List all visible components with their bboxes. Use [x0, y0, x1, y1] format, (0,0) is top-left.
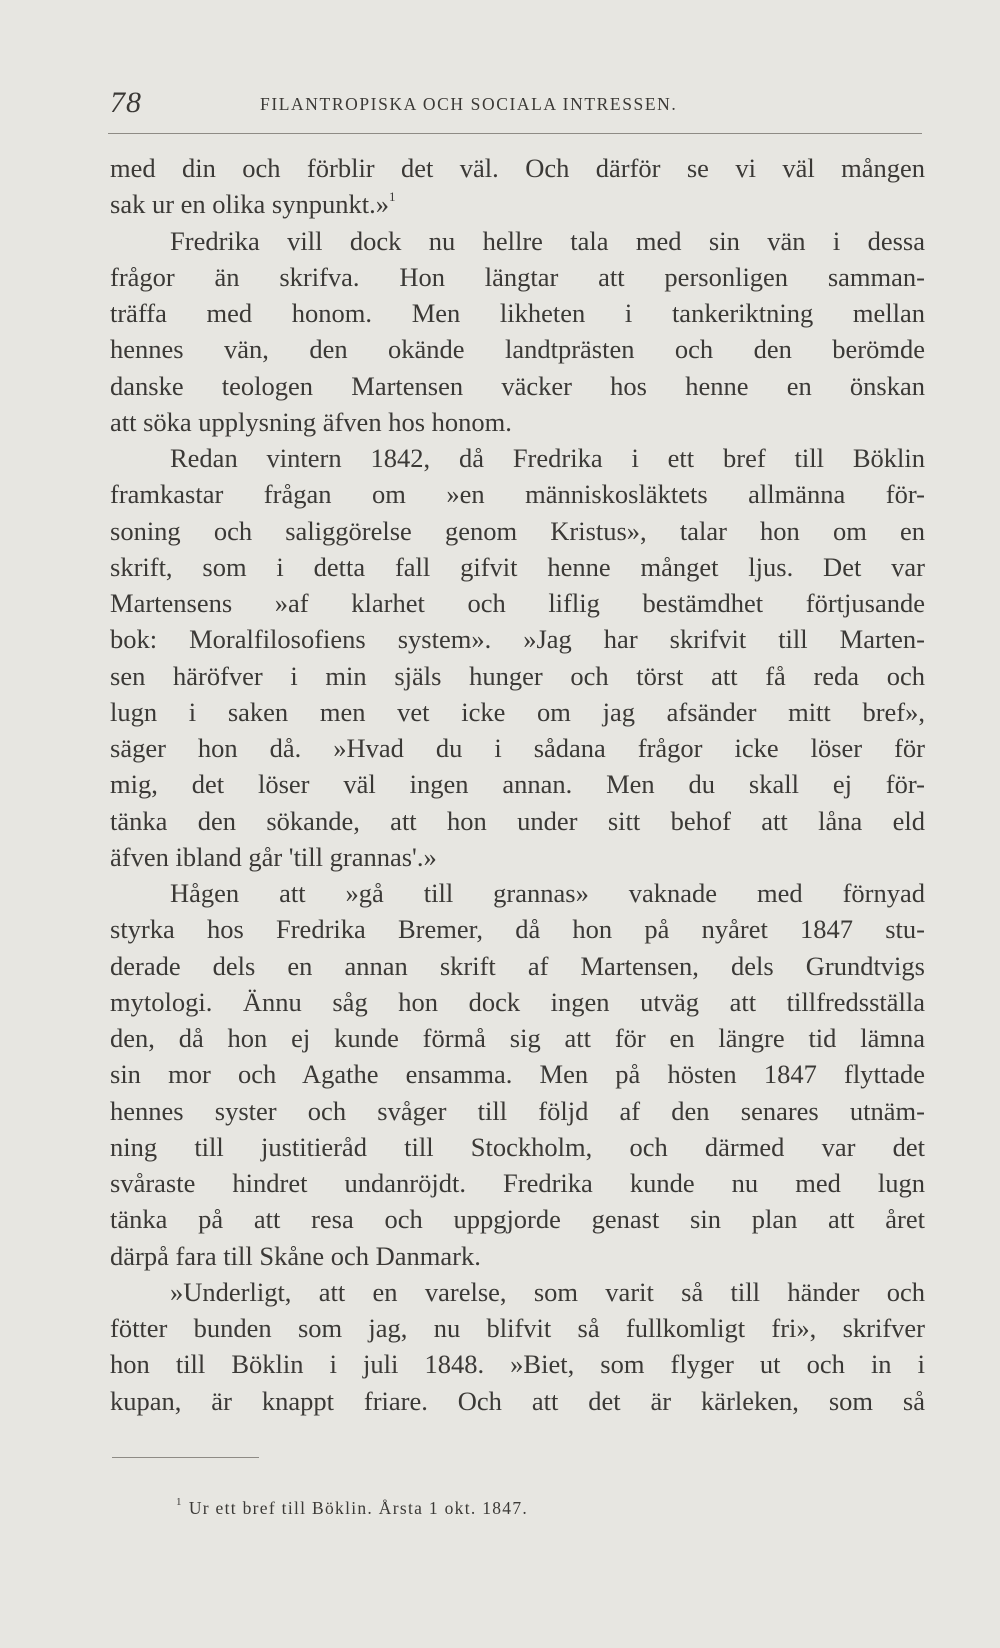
text-line-content: mig, det löser väl ingen annan. Men du skall ej för-: [110, 769, 925, 800]
text-line: [110, 1056, 925, 1092]
footnote-reference: 1: [388, 189, 396, 205]
text-line-content: kupan, är knappt friare. Och att det är kärleken, som så: [110, 1385, 925, 1416]
text-line-content: träffa med honom. Men likheten i tankeriktning mellan: [110, 298, 925, 328]
text-line: [110, 730, 925, 766]
text-line: [110, 1238, 925, 1274]
text-line: [110, 440, 925, 476]
text-line: [110, 1346, 925, 1382]
text-line-content: äfven ibland går 'till grannas'.»: [110, 841, 437, 872]
text-line: [110, 839, 925, 875]
header-rule: [108, 133, 922, 134]
text-line: [110, 1310, 925, 1346]
text-line-content: skrift, som i detta fall gifvit henne månget ljus. Det var: [110, 551, 925, 582]
text-line-content: att söka upplysning äfven hos honom.: [110, 406, 512, 437]
text-line-content: sen häröfver i min själs hunger och törst att få reda och: [110, 660, 925, 691]
running-head: FILANTROPISKA OCH SOCIALA INTRESSEN.: [260, 94, 678, 114]
text-line-content: hennes syster och svåger till följd af den senares utnäm-: [110, 1095, 925, 1126]
text-line: [110, 585, 925, 621]
text-line: [110, 766, 925, 802]
text-line: [110, 1274, 925, 1310]
footnote-text: Ur ett bref till Böklin. Årsta 1 okt. 1847.: [188, 1498, 529, 1518]
text-line-content: därpå fara till Skåne och Danmark.: [110, 1240, 481, 1271]
text-line: [110, 1201, 925, 1237]
text-line: [110, 621, 925, 657]
text-line: [110, 150, 925, 186]
text-line: [110, 658, 925, 694]
text-line: [110, 295, 925, 331]
text-line: [110, 1020, 925, 1056]
text-line: [110, 513, 925, 549]
text-line: [110, 948, 925, 984]
text-line-content: den, då hon ej kunde förmå sig att för en längre tid lämna: [110, 1023, 925, 1053]
text-line-content: derade dels en annan skrift af Martensen, dels Grundtvigs: [110, 950, 925, 981]
text-line-content: säger hon då. »Hvad du i sådana frågor icke löser för: [110, 733, 925, 763]
text-line-content: hennes vän, den okände landtprästen och den berömde: [110, 334, 925, 365]
text-line-content: svåraste hindret undanröjdt. Fredrika kunde nu med lugn: [110, 1168, 925, 1198]
text-line-content: »Underligt, att en varelse, som varit så till händer och: [170, 1276, 925, 1307]
text-line: [110, 1093, 925, 1129]
page-number: 78: [110, 86, 142, 119]
text-line-content: med din och förblir det väl. Och därför se vi väl mången: [110, 153, 925, 183]
text-line-content: styrka hos Fredrika Bremer, då hon på nyåret 1847 stu-: [110, 914, 925, 945]
text-line-content: Redan vintern 1842, då Fredrika i ett bref till Böklin: [170, 443, 925, 473]
text-line-content: hon till Böklin i juli 1848. »Biet, som flyger ut och in i: [110, 1349, 925, 1380]
text-line-content: framkastar frågan om »en människosläktets allmänna för-: [110, 479, 925, 510]
text-line-content: danske teologen Martensen väcker hos henne en önskan: [110, 370, 925, 401]
text-line: [110, 1383, 925, 1419]
text-line: [110, 1165, 925, 1201]
text-line-content: soning och saliggörelse genom Kristus», talar hon om en: [110, 515, 925, 546]
text-line: [110, 259, 925, 295]
text-line: [110, 476, 925, 512]
text-line: [110, 803, 925, 839]
text-line: [110, 223, 925, 259]
footnote-marker: 1: [176, 1496, 183, 1508]
text-line: [110, 404, 925, 440]
text-line-content: lugn i saken men vet icke om jag afsänder mitt bref»,: [110, 696, 925, 727]
text-line: [110, 875, 925, 911]
text-line-content: ning till justitieråd till Stockholm, och därmed var det: [110, 1131, 925, 1162]
text-line: [110, 368, 925, 404]
text-line-content: Hågen att »gå till grannas» vaknade med förnyad: [170, 878, 925, 908]
text-line: [110, 549, 925, 585]
text-line-content: frågor än skrifva. Hon längtar att personligen samman-: [110, 261, 925, 292]
page-header: [110, 86, 922, 126]
text-line: [110, 984, 925, 1020]
text-line-content: tänka den sökande, att hon under sitt behof att låna eld: [110, 805, 925, 836]
text-line-content: bok: Moralfilosofiens system». »Jag har skrifvit till Marten-: [110, 624, 925, 655]
text-line: [110, 186, 925, 222]
body-text: [110, 150, 925, 1419]
text-line-content: Fredrika vill dock nu hellre tala med sin vän i dessa: [170, 225, 925, 256]
text-line-content: Martensens »af klarhet och liflig bestämdhet förtjusande: [110, 588, 925, 618]
text-line: [110, 694, 925, 730]
footnote-rule: [112, 1457, 259, 1458]
text-line-content: fötter bunden som jag, nu blifvit så fullkomligt fri», skrifver: [110, 1313, 925, 1343]
text-line-content: sin mor och Agathe ensamma. Men på hösten 1847 flyttade: [110, 1059, 925, 1090]
text-line: [110, 331, 925, 367]
text-line-content: sak ur en olika synpunkt.»: [110, 189, 389, 220]
text-line: [110, 911, 925, 947]
text-line: [110, 1129, 925, 1165]
text-line-content: mytologi. Ännu såg hon dock ingen utväg att tillfredsställa: [110, 986, 925, 1017]
text-line-content: tänka på att resa och uppgjorde genast sin plan att året: [110, 1204, 925, 1235]
footnote: [176, 1498, 528, 1519]
